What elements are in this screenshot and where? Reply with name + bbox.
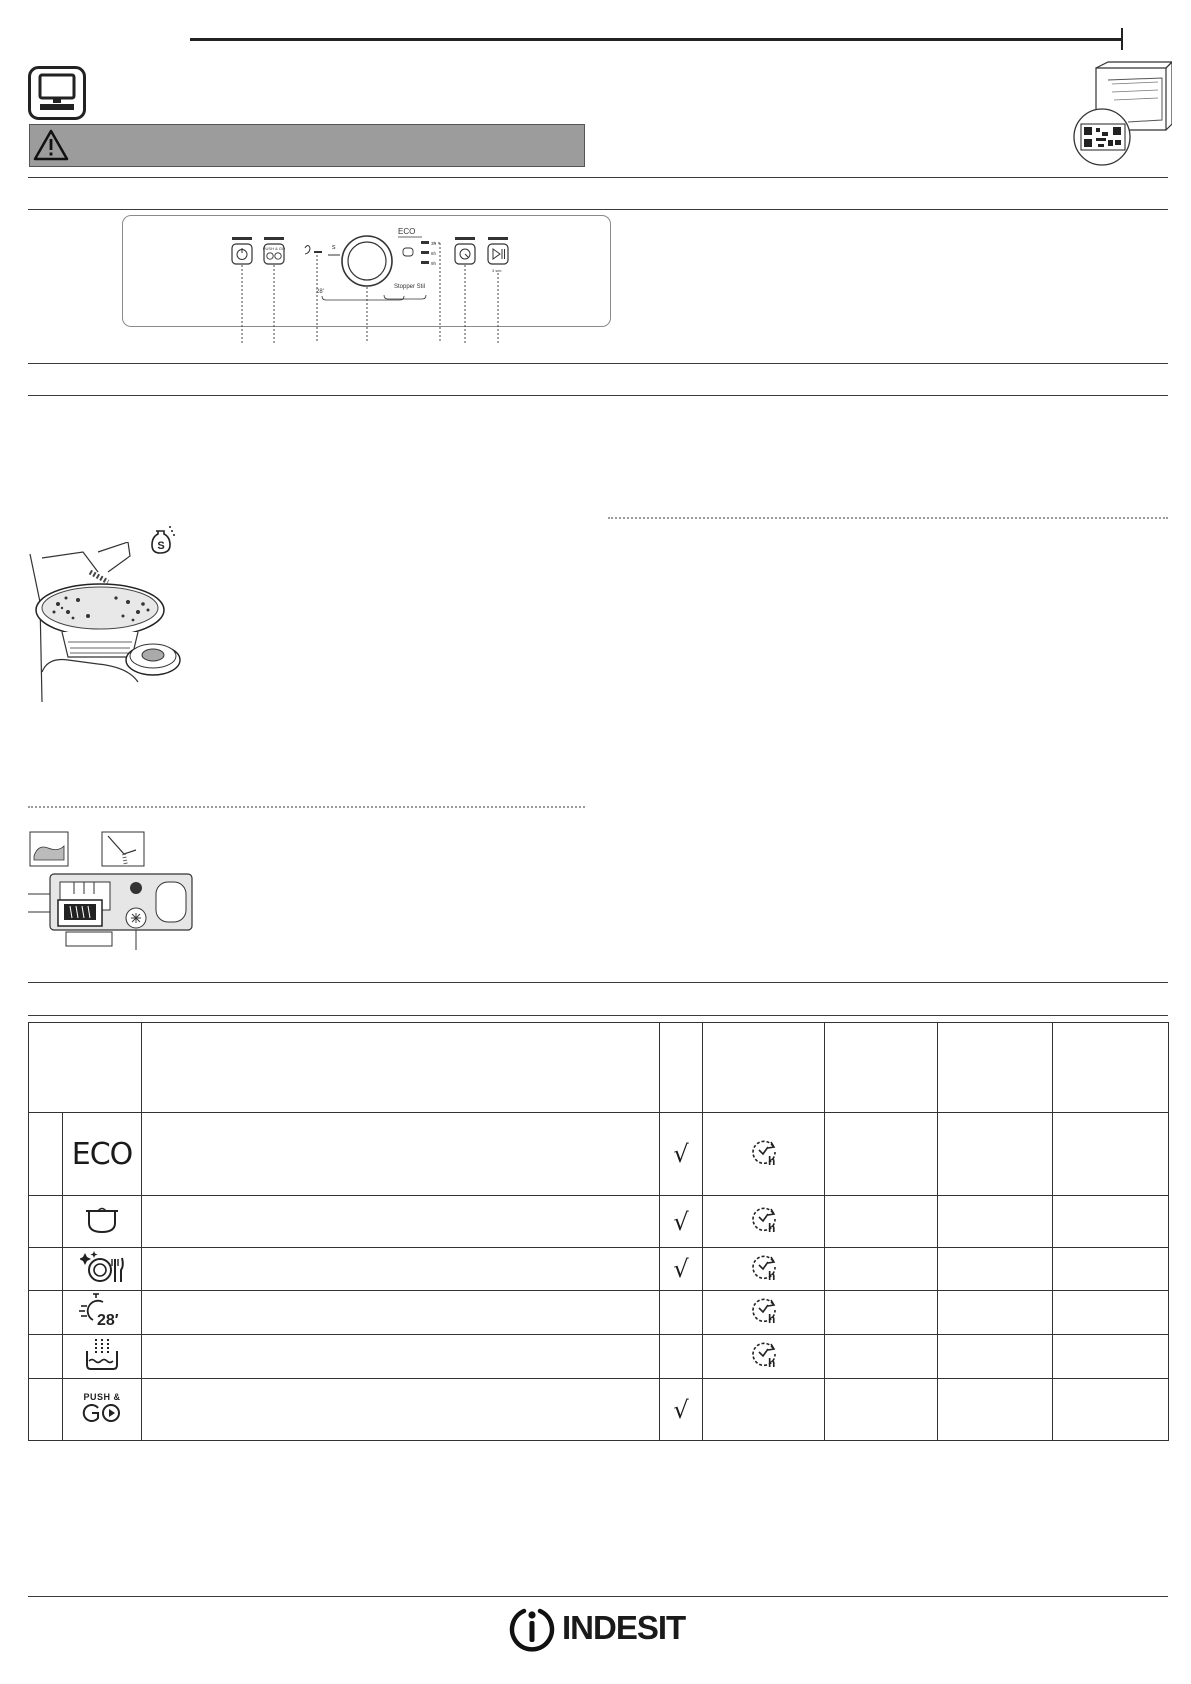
indicator-label: 3h [431,241,437,246]
table-row [29,1196,1169,1248]
header-cell [142,1023,660,1113]
program-icon-cell [63,1248,142,1291]
delay-start-h-icon [749,1295,779,1325]
row-number-cell [29,1248,63,1291]
data-cell [825,1291,938,1335]
check-cell [660,1113,703,1196]
header-cell [938,1023,1053,1113]
delay-letter: h [767,1153,775,1167]
header-cell [703,1023,825,1113]
indicator-label: 6h [431,251,437,256]
data-cell [825,1113,938,1196]
row-number-cell [29,1196,63,1248]
description-cell [142,1113,660,1196]
indicator-label: 9h [431,261,437,266]
panel-stopper-label: Stopper Stil [394,284,426,290]
delay-cell [703,1379,825,1441]
program-table [28,1022,1169,1441]
table-row [29,1113,1169,1196]
delay-letter: h [767,1221,775,1234]
delay-start-h-icon [749,1252,779,1282]
brand-name: INDESIT [562,1609,686,1646]
description-cell [142,1196,660,1248]
data-cell [938,1113,1053,1196]
check-cell [660,1248,703,1291]
header-cell [29,1023,142,1113]
delay-start-h-icon [749,1137,779,1167]
check-mark: √ [673,1255,689,1283]
program-icon-cell [63,1196,142,1248]
brand-logo [508,1603,698,1653]
dotted-separator [608,517,1168,519]
header-cell [825,1023,938,1113]
detergent-dispenser-illustration [28,830,196,952]
section-rule [28,982,1168,983]
delay-letter: h [767,1312,775,1325]
delay-cell [703,1248,825,1291]
section-rule [28,177,1168,178]
check-mark: √ [673,1207,689,1236]
warning-triangle-icon [33,128,69,162]
data-cell [1053,1196,1169,1248]
row-number-cell [29,1379,63,1441]
rinse-icon [82,1337,122,1371]
salt-refill-illustration [28,542,198,707]
data-cell [938,1248,1053,1291]
delay-cell [703,1196,825,1248]
delay-cell [703,1335,825,1379]
monitor-icon [28,66,86,120]
data-cell [825,1196,938,1248]
pot-icon [82,1203,122,1235]
delay-start-h-icon [749,1339,779,1369]
eco-program-icon: ECO [71,1136,133,1172]
delay-start-h-icon [749,1204,779,1234]
footer-rule [28,1596,1168,1597]
program-icon-cell [63,1379,142,1441]
description-cell [142,1291,660,1335]
section-rule [28,209,1168,210]
description-cell [142,1335,660,1379]
check-mark: √ [673,1395,689,1424]
indesit-i-logo-icon [508,1604,556,1652]
row-number-cell [29,1113,63,1196]
data-cell [1053,1379,1169,1441]
table-header-row [29,1023,1169,1113]
panel-eco-label: ECO [398,227,416,236]
svg-text:3 sec: 3 sec [492,268,502,273]
dotted-separator [28,806,585,808]
section-rule [28,363,1168,364]
data-cell [825,1335,938,1379]
control-panel-drawing [122,215,611,345]
data-cell [938,1196,1053,1248]
delay-letter: h [767,1268,775,1282]
check-mark: √ [673,1140,689,1168]
header-rule [190,38,1122,41]
svg-text:S: S [157,540,165,552]
data-cell [938,1335,1053,1379]
fast-28-icon [79,1292,125,1328]
warning-bar [29,124,585,167]
table-row [29,1248,1169,1291]
data-cell [1053,1291,1169,1335]
description-cell [142,1248,660,1291]
section-rule [28,395,1168,396]
dishwasher-qr-illustration [1068,60,1172,172]
data-cell [1053,1248,1169,1291]
section-rule [28,1015,1168,1016]
program-icon-cell [63,1335,142,1379]
header-cell [660,1023,703,1113]
delay-cell [703,1113,825,1196]
program-icon-cell [63,1291,142,1335]
push-go-icon [77,1390,127,1424]
check-cell [660,1196,703,1248]
header-cell [1053,1023,1169,1113]
check-cell [660,1335,703,1379]
check-cell [660,1291,703,1335]
header-rule-tick [1121,28,1123,50]
data-cell [1053,1113,1169,1196]
data-cell [825,1248,938,1291]
data-cell [1053,1335,1169,1379]
row-number-cell [29,1291,63,1335]
table-row [29,1291,1169,1335]
svg-text:s: s [332,244,336,251]
table-row [29,1379,1169,1441]
push-go-label: PUSH & GO [262,246,286,251]
push-go-text: PUSH & [83,1392,121,1402]
data-cell [938,1379,1053,1441]
delay-letter: h [767,1356,775,1369]
fast-28-label: 28′ [97,1312,119,1328]
row-number-cell [29,1335,63,1379]
svg-text:28': 28' [316,289,324,295]
delay-cell [703,1291,825,1335]
program-icon-cell [63,1113,142,1196]
table-row [29,1335,1169,1379]
data-cell [938,1291,1053,1335]
sparkle-plate-icon [80,1250,124,1284]
description-cell [142,1379,660,1441]
data-cell [825,1379,938,1441]
check-cell [660,1379,703,1441]
